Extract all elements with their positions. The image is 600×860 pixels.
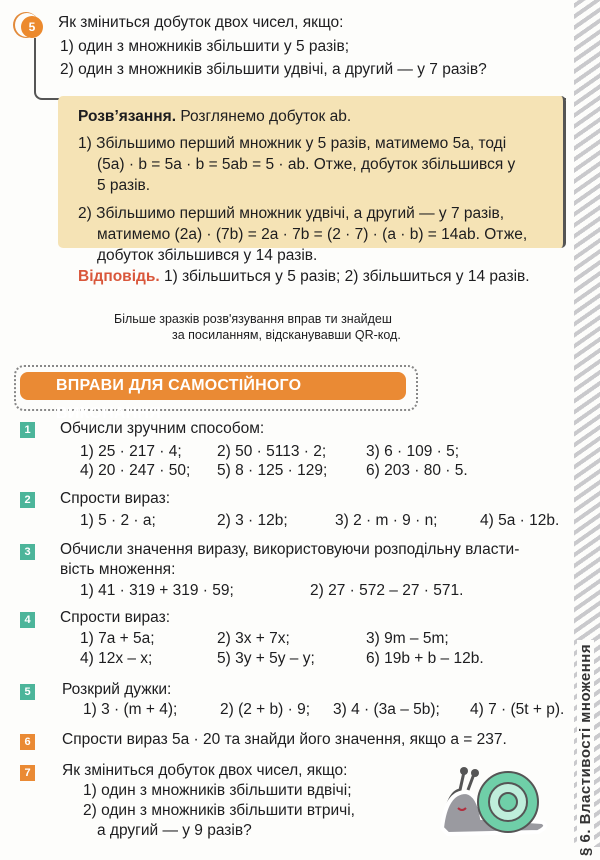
snail-illustration bbox=[438, 762, 556, 842]
exercise-title: Спрости вираз 5a · 20 та знайди його значення, якщо a = 237. bbox=[62, 731, 507, 748]
exercise-title: Обчисли значення виразу, використовуючи розподільну власти- bbox=[60, 541, 520, 558]
exercise-item: 1) один з множників збільшити вдвічі; bbox=[83, 782, 352, 799]
exercise-title: Спрости вираз: bbox=[60, 490, 171, 507]
exercise-item: 2) 3 · 12b; bbox=[217, 512, 288, 529]
exercise-item: 4) 20 · 247 · 50; bbox=[80, 462, 191, 479]
exercise-item: 5) 3y + 5y – y; bbox=[217, 650, 315, 667]
exercise-item: 2) 27 · 572 – 27 · 571. bbox=[310, 582, 464, 599]
exercise-number: 5 bbox=[20, 684, 35, 700]
exercise-item: 1) 41 · 319 + 319 · 59; bbox=[80, 582, 234, 599]
example-item: 1) один з множників збільшити у 5 разів; bbox=[60, 38, 350, 55]
exercise-number: 4 bbox=[20, 612, 35, 628]
qr-note-line: за посиланням, відсканувавши QR-код. bbox=[172, 328, 401, 342]
solution-heading bbox=[78, 108, 351, 126]
example-question: Як зміниться добуток двох чисел, якщо: bbox=[58, 14, 344, 31]
exercise-item: 3) 9m – 5m; bbox=[366, 630, 449, 647]
chapter-title: § 6. Властивості множення bbox=[577, 640, 594, 860]
exercise-title: Розкрий дужки: bbox=[62, 681, 172, 698]
exercise-number: 3 bbox=[20, 544, 35, 560]
example-number: 5 bbox=[21, 16, 43, 38]
exercise-item: 1) 5 · 2 · a; bbox=[80, 512, 156, 529]
exercise-item: 4) 7 · (5t + p). bbox=[470, 701, 565, 718]
answer-line bbox=[78, 268, 530, 286]
exercise-item: 6) 19b + b – 12b. bbox=[366, 650, 484, 667]
solution-line: 1) Збільшимо перший множник у 5 разів, матимемо 5a, тоді bbox=[78, 135, 507, 152]
solution-line: матимемо (2a) · (7b) = 2a · 7b = (2 · 7) · (a · b) = 14ab. Отже, bbox=[97, 226, 528, 243]
exercise-item: 4) 5a · 12b. bbox=[480, 512, 560, 529]
exercise-item: а другий — у 9 разів? bbox=[97, 822, 252, 839]
qr-note-line: Більше зразків розв'язування вправ ти знайдеш bbox=[114, 312, 392, 326]
exercise-item: 1) 25 · 217 · 4; bbox=[80, 443, 182, 460]
solution-line: (5a) · b = 5a · b = 5ab = 5 · ab. Отже, добуток збільшився у bbox=[97, 156, 516, 173]
solution-line: добуток збільшився у 14 разів. bbox=[97, 247, 318, 264]
answer-text: 1) збільшиться у 5 разів; 2) збільшиться у 14 разів. bbox=[164, 268, 530, 285]
exercise-item: 2) 3x + 7x; bbox=[217, 630, 290, 647]
exercise-item: 4) 12x – x; bbox=[80, 650, 153, 667]
exercise-item: 2) один з множників збільшити втричі, bbox=[83, 802, 355, 819]
section-title: ВПРАВИ ДЛЯ САМОСТІЙНОГО ВИКОНАННЯ bbox=[20, 372, 406, 400]
exercise-item: 3) 2 · m · 9 · n; bbox=[335, 512, 438, 529]
exercise-title: Як зміниться добуток двох чисел, якщо: bbox=[62, 762, 348, 779]
exercise-item: 3) 4 · (3a – 5b); bbox=[333, 701, 440, 718]
solution-intro: Розглянемо добуток ab. bbox=[180, 108, 352, 125]
exercise-number: 1 bbox=[20, 422, 35, 438]
exercise-title-cont: вість множення: bbox=[60, 561, 176, 578]
exercise-number: 6 bbox=[20, 734, 35, 750]
exercise-item: 2) (2 + b) · 9; bbox=[220, 701, 311, 718]
solution-line: 2) Збільшимо перший множник удвічі, а другий — у 7 разів, bbox=[78, 205, 505, 222]
exercise-item: 5) 8 · 125 · 129; bbox=[217, 462, 328, 479]
answer-label: Відповідь. bbox=[78, 268, 160, 285]
exercise-title: Обчисли зручним способом: bbox=[60, 420, 265, 437]
chapter-label bbox=[577, 300, 597, 860]
example-item: 2) один з множників збільшити удвічі, а другий — у 7 разів? bbox=[60, 61, 487, 78]
exercise-item: 6) 203 · 80 · 5. bbox=[366, 462, 468, 479]
exercise-title: Спрости вираз: bbox=[60, 609, 171, 626]
exercise-number: 2 bbox=[20, 492, 35, 508]
exercise-item: 3) 6 · 109 · 5; bbox=[366, 443, 460, 460]
solution-line: 5 разів. bbox=[97, 177, 151, 194]
exercise-number: 7 bbox=[20, 765, 35, 781]
solution-label: Розв’язання. bbox=[78, 108, 176, 125]
exercise-item: 1) 3 · (m + 4); bbox=[83, 701, 178, 718]
exercise-item: 2) 50 · 5113 · 2; bbox=[217, 443, 327, 460]
exercise-item: 1) 7a + 5a; bbox=[80, 630, 155, 647]
